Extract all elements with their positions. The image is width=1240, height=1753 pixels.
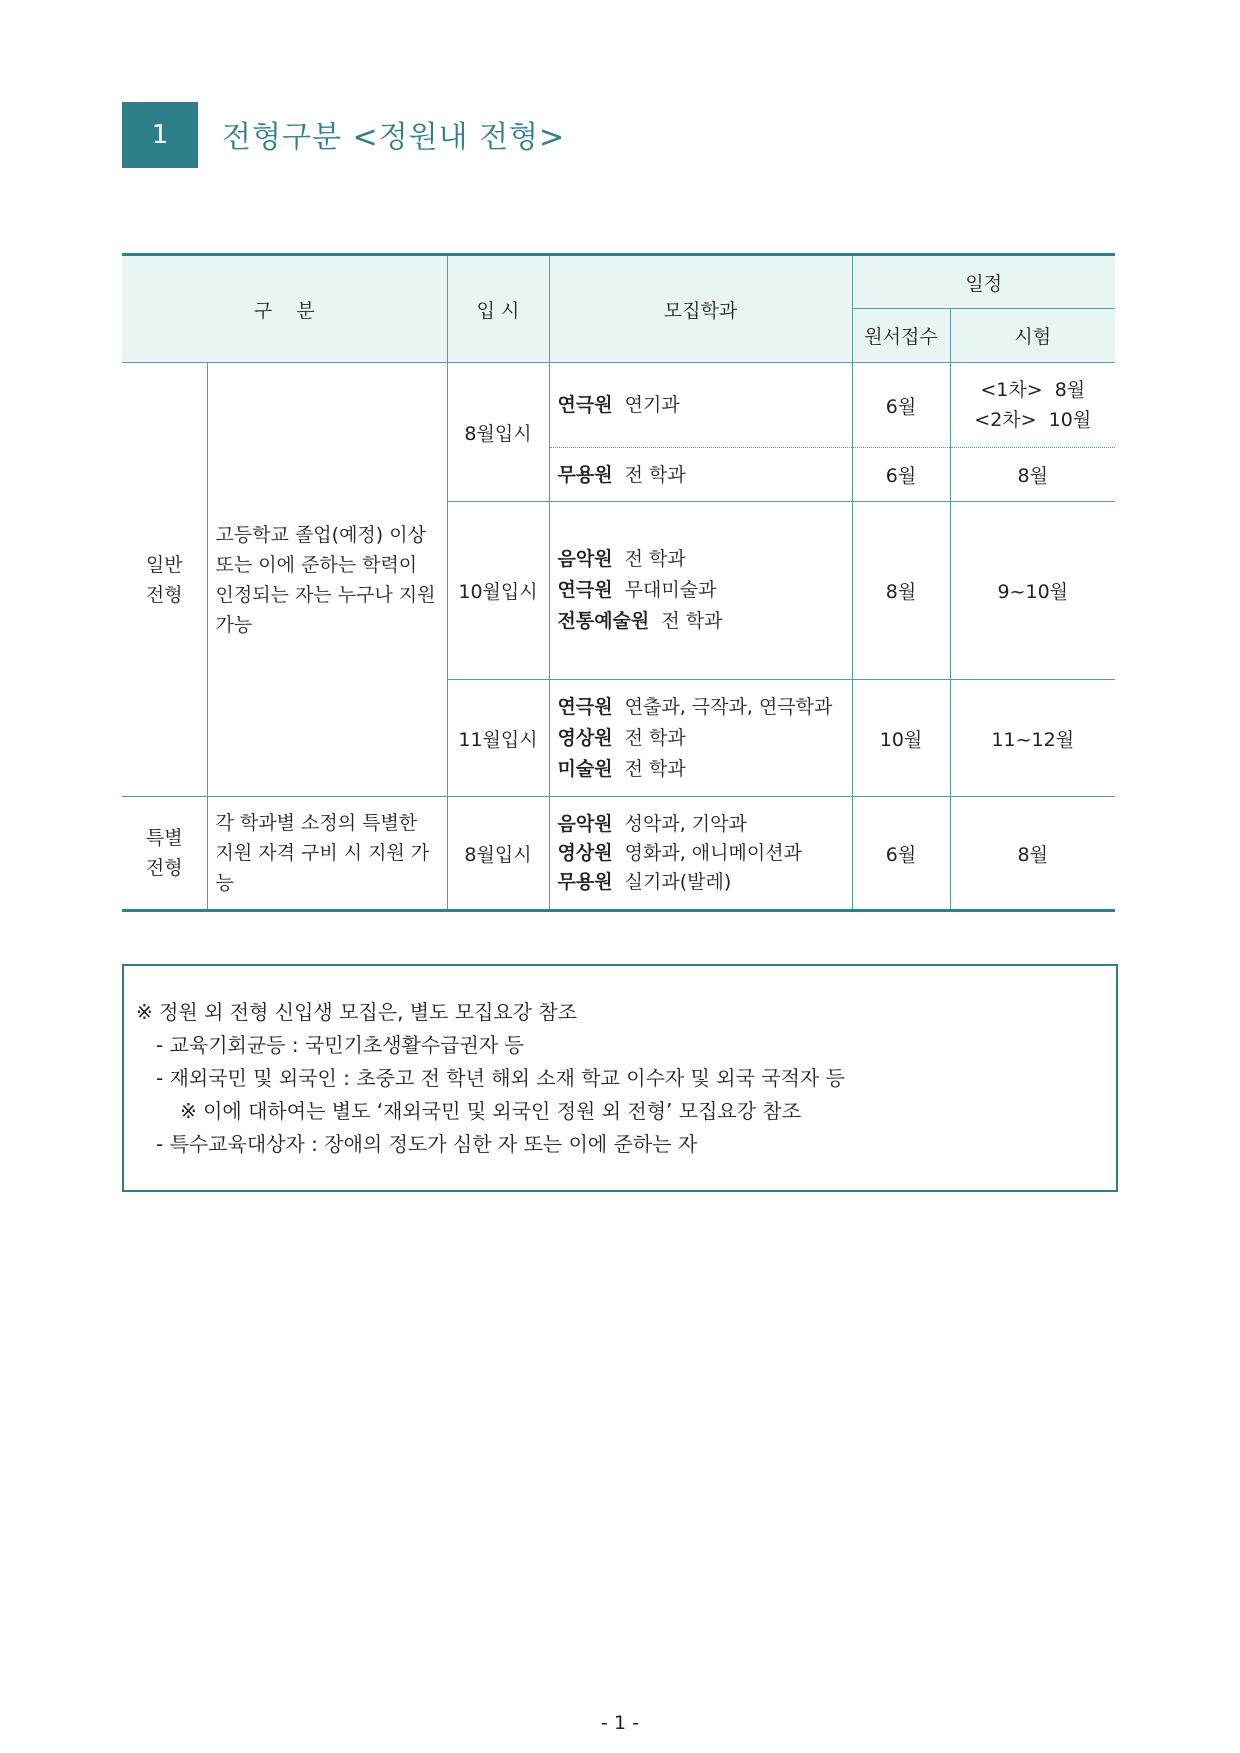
general-qualification: 고등학교 졸업(예정) 이상 또는 이에 준하는 학력이 인정되는 자는 누구나 지원 가능 (207, 363, 447, 797)
special-qualification: 각 학과별 소정의 특별한 지원 자격 구비 시 지원 가능 (207, 797, 447, 911)
nov-application: 10월 (852, 680, 950, 797)
oct-application: 8월 (852, 502, 950, 680)
dept-name: 전 학과 (624, 726, 686, 749)
nov-admission: 11월입시 (447, 680, 549, 797)
school-name: 연극원 (557, 393, 613, 416)
exam-first: <1차> 8월 (980, 379, 1086, 401)
header-schedule: 일정 (852, 255, 1115, 309)
school-name: 음악원 (557, 548, 613, 570)
school-name: 무용원 (557, 463, 613, 486)
dept-name: 실기과(발레) (624, 870, 732, 893)
oct-admission: 10월입시 (447, 502, 549, 680)
dept-name: 전 학과 (661, 610, 723, 632)
header-category: 구 분 (122, 255, 447, 363)
header-departments: 모집학과 (549, 255, 852, 363)
admission-table (122, 253, 1115, 912)
note-line: ※ 이에 대하여는 별도 ‘재외국민 및 외국인 정원 외 전형’ 모집요강 참조 (180, 1099, 802, 1123)
dept-name: 전 학과 (624, 757, 686, 780)
section-number: 1 (122, 102, 198, 168)
general-label: 일반 전형 (122, 363, 207, 797)
school-name: 음악원 (557, 812, 613, 835)
school-name: 영상원 (557, 726, 613, 749)
dept-name: 전 학과 (624, 548, 686, 570)
aug-dept-row1 (549, 363, 852, 448)
oct-exam: 9~10월 (950, 502, 1115, 680)
note-line: - 재외국민 및 외국인 : 초중고 전 학년 해외 소재 학교 이수자 및 외국 국적자 등 (156, 1066, 845, 1090)
school-name: 연극원 (557, 695, 613, 718)
special-application: 6월 (852, 797, 950, 911)
nov-departments (549, 680, 852, 797)
school-name: 전통예술원 (557, 610, 650, 632)
aug-row2-application: 6월 (852, 448, 950, 502)
dept-name: 영화과, 애니메이션과 (624, 841, 802, 864)
note-box (122, 964, 1118, 1192)
dept-name: 연출과, 극작과, 연극학과 (624, 695, 833, 718)
note-line: - 교육기회균등 : 국민기초생활수급권자 등 (156, 1033, 524, 1057)
header-application: 원서접수 (852, 309, 950, 363)
school-name: 미술원 (557, 757, 613, 780)
nov-exam: 11~12월 (950, 680, 1115, 797)
note-line: - 특수교육대상자 : 장애의 정도가 심한 자 또는 이에 준하는 자 (156, 1132, 698, 1156)
special-departments (549, 797, 852, 911)
school-name: 연극원 (557, 579, 613, 601)
oct-departments (549, 502, 852, 680)
dept-name: 전 학과 (624, 463, 686, 486)
header-admission: 입 시 (447, 255, 549, 363)
dept-name: 무대미술과 (624, 579, 717, 601)
section-title: 전형구분 <정원내 전형> (222, 120, 566, 155)
aug-row1-exam (950, 363, 1115, 448)
note-line: ※ 정원 외 전형 신입생 모집은, 별도 모집요강 참조 (136, 1000, 578, 1024)
school-name: 무용원 (557, 870, 613, 893)
aug-row1-application: 6월 (852, 363, 950, 448)
special-label: 특별 전형 (122, 797, 207, 911)
special-admission: 8월입시 (447, 797, 549, 911)
dept-name: 연기과 (624, 393, 680, 416)
dept-name: 성악과, 기악과 (624, 812, 747, 835)
aug-row2-exam: 8월 (950, 448, 1115, 502)
header-exam: 시험 (950, 309, 1115, 363)
exam-second: <2차> 10월 (974, 409, 1092, 431)
school-name: 영상원 (557, 841, 613, 864)
aug-admission: 8월입시 (447, 363, 549, 502)
page-number: - 1 - (601, 1712, 639, 1734)
special-exam: 8월 (950, 797, 1115, 911)
aug-dept-row2 (549, 448, 852, 502)
